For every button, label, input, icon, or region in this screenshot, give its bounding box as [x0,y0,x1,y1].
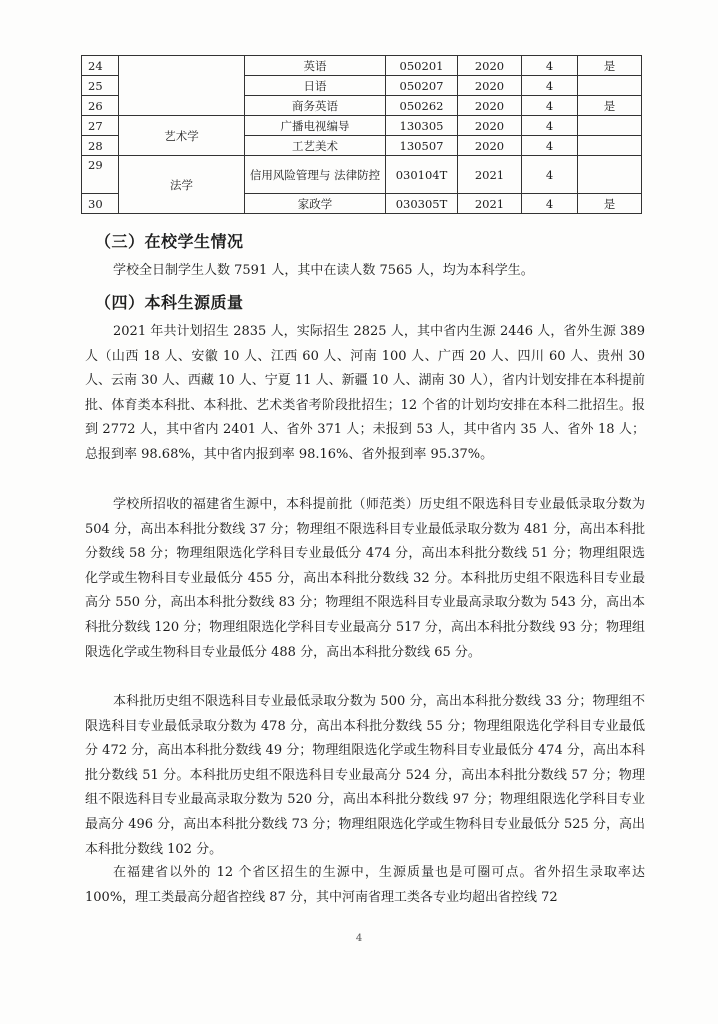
major-code: 050201 [386,56,458,76]
duration: 4 [522,116,578,136]
major-name: 日语 [245,76,386,96]
discipline-law: 法学 [119,156,245,214]
duration: 4 [522,136,578,156]
major-name: 广播电视编导 [245,116,386,136]
major-code: 130305 [386,116,458,136]
start-year: 2020 [458,136,522,156]
paragraph-fujian-scores-regular: 本科批历史组不限选科目专业最低录取分数为 500 分，高出本科批分数线 33 分；物理组不限选科目专业最低录取分数为 478 分，高出本科批分数线 55 分；物理组限选化学科目专业最低分 472 分，高出本科批分数线 49 分；物理组限选化学或生物科目专业最低分 474 分，高出本科批分数线 51 分。本科批历史组不限选科目专业最高分 524 分，高出本科批分数线 57 分；物理组不限选科目专业最高录取分数为 520 分，高出本科批分数线 97 分；物理组限选化学科目专业最高分 496 分，高出本科批分数线 73 分；物理组限选化学或生物科目专业最低分 525 分，高出本科批分数线 102 分。 [85,694,645,857]
paragraph-fujian-scores-early: 学校所招收的福建省生源中，本科提前批（师范类）历史组不限选科目专业最低录取分数为 504 分，高出本科批分数线 37 分；物理组不限选科目专业最低录取分数为 481 分，高出本科批分数线 58 分；物理组限选化学科目专业最低分 474 分，高出本科批分数线 51 分；物理组限选化学或生物科目专业最低分 455 分，高出本科批分数线 32 分。本科批历史组不限选科目专业最高分 550 分，高出本科批分数线 83 分；物理组不限选科目专业最高录取分数为 543 分，高出本科批分数线 120 分；物理组限选化学科目专业最高分 517 分，高出本科批分数线 93 分；物理组限选化学或生物科目专业最低分 488 分，高出本科批分数线 65 分。 [85,497,645,660]
row-number: 25 [82,76,119,96]
table-row [82,116,642,136]
start-year: 2020 [458,76,522,96]
section-heading-students: （三）在校学生情况 [95,232,244,251]
major-code: 030305T [386,194,458,214]
row-number: 27 [82,116,119,136]
duration: 4 [522,96,578,116]
paragraph-students: 学校全日制学生人数 7591 人，其中在读人数 7565 人，均为本科学生。 [113,263,534,278]
row-number: 26 [82,96,119,116]
duration: 4 [522,194,578,214]
duration: 4 [522,56,578,76]
major-name: 家政学 [245,194,386,214]
start-year: 2020 [458,56,522,76]
flag [578,136,642,156]
flag: 是 [578,96,642,116]
page-number: 4 [355,933,363,944]
major-code: 050207 [386,76,458,96]
flag [578,156,642,194]
discipline-cell [119,56,245,116]
row-number: 24 [82,56,119,76]
start-year: 2020 [458,116,522,136]
major-code: 050262 [386,96,458,116]
start-year: 2021 [458,194,522,214]
majors-table [81,55,642,214]
table-row [82,156,642,194]
paragraph-enrollment-plan: 2021 年共计划招生 2835 人，实际招生 2825 人，其中省内生源 2446 人，省外生源 389 人（山西 18 人、安徽 10 人、江西 60 人、河南 100 人、广西 20 人、四川 60 人、贵州 30 人、云南 30 人、西藏 10 人、宁夏 11 人、新疆 10 人、湖南 30 人），省内计划安排在本科提前批、体育类本科批、本科批、艺术类省考阶段批招生；12 个省的计划均安排在本科二批招生。报到 2772 人，其中省内 2401 人、省外 371 人；未报到 53 人，其中省内 35 人、省外 18 人；总报到率 98.68%，其中省内报到率 98.16%、省外报到率 95.37%。 [85,324,645,462]
major-code: 130507 [386,136,458,156]
duration: 4 [522,156,578,194]
paragraph-out-of-province: 在福建省以外的 12 个省区招生的生源中，生源质量也是可圈可点。省外招生录取率达 100%，理工类最高分超省控线 87 分，其中河南省理工类各专业均超出省控线 72 [85,865,645,905]
major-name: 英语 [245,56,386,76]
flag [578,76,642,96]
flag: 是 [578,194,642,214]
major-name: 工艺美术 [245,136,386,156]
major-name: 商务英语 [245,96,386,116]
flag [578,116,642,136]
row-number: 30 [82,194,119,214]
table-row [82,56,642,76]
start-year: 2021 [458,156,522,194]
flag: 是 [578,56,642,76]
discipline-art: 艺术学 [119,116,245,156]
major-code: 030104T [386,156,458,194]
major-name: 信用风险管理与 法律防控 [245,156,386,194]
start-year: 2020 [458,96,522,116]
row-number: 29 [82,156,119,194]
row-number: 28 [82,136,119,156]
duration: 4 [522,76,578,96]
section-heading-enrollment-quality: （四）本科生源质量 [95,293,244,312]
